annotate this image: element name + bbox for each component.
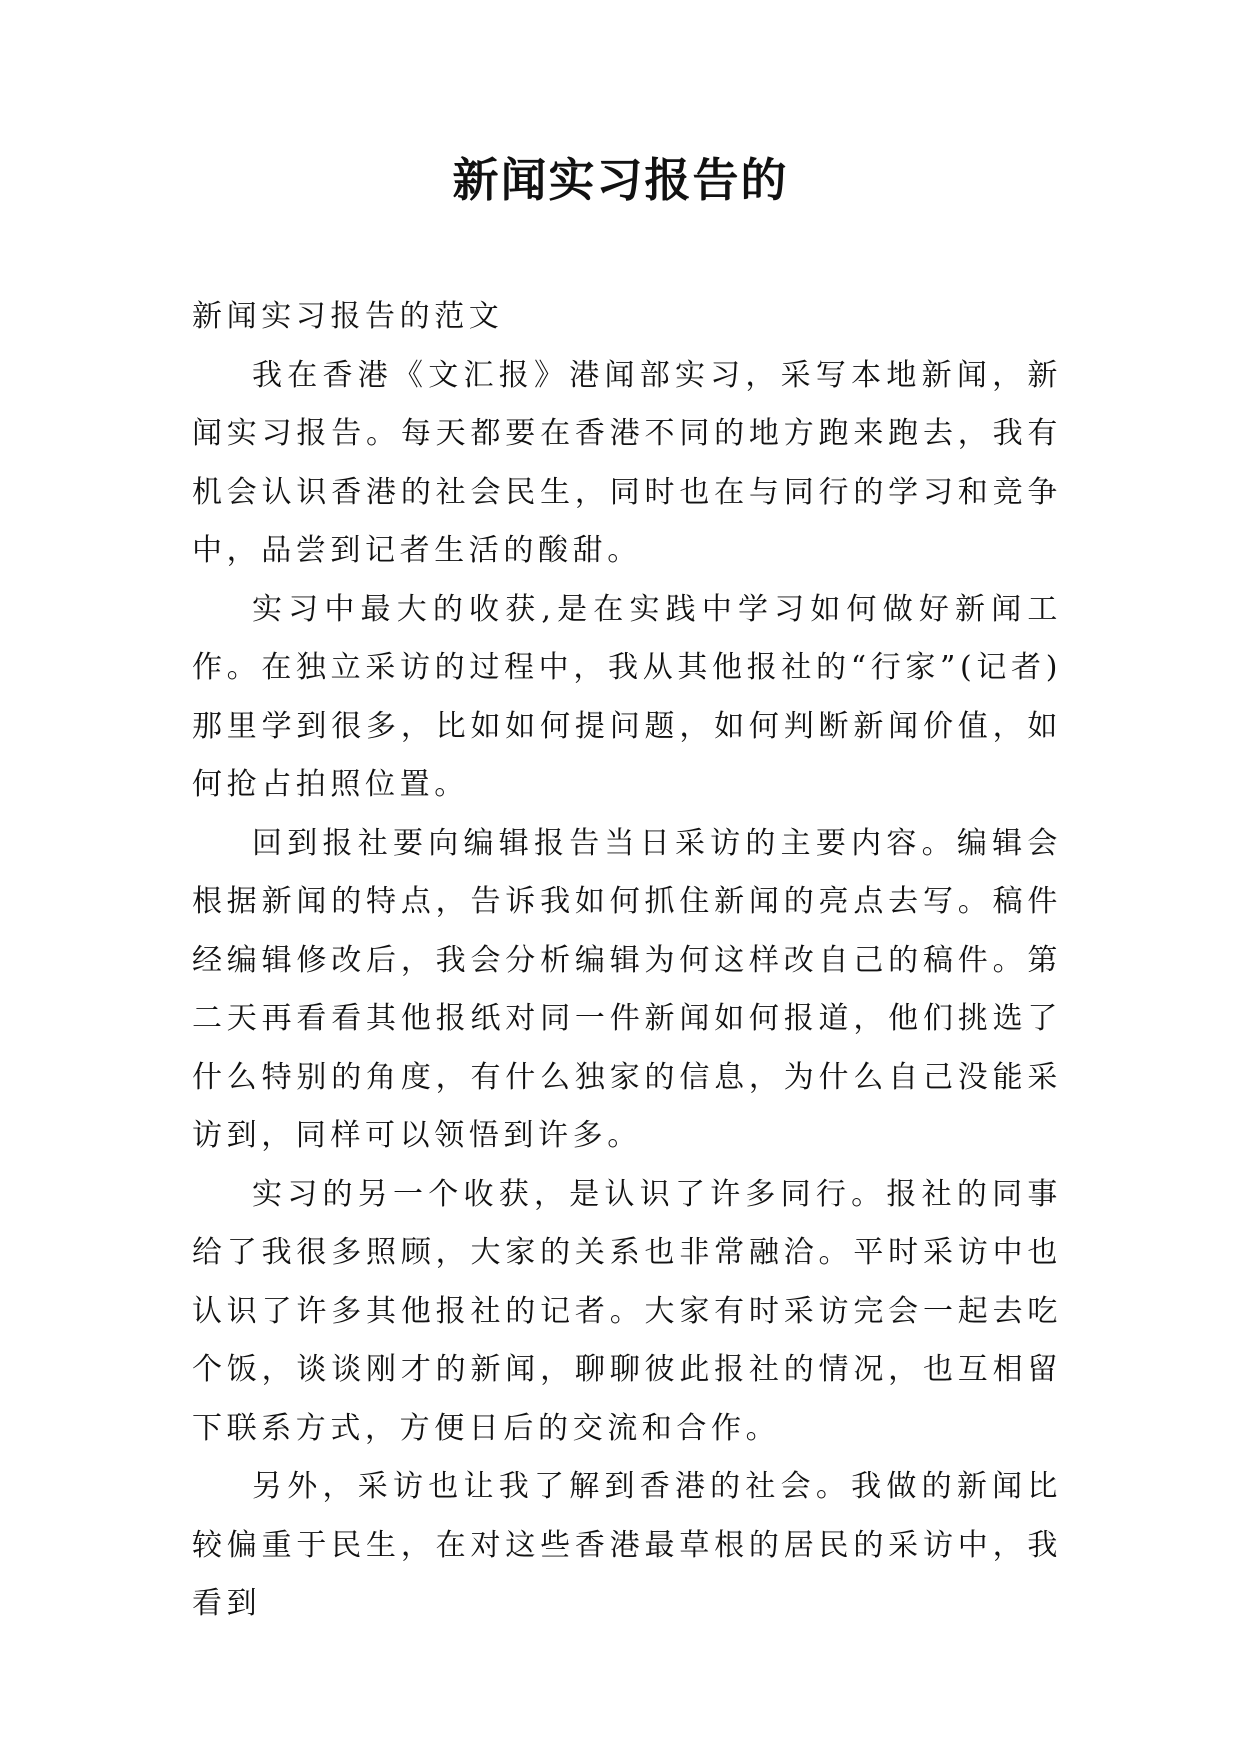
paragraph-2: 实习中最大的收获,是在实践中学习如何做好新闻工作。在独立采访的过程中，我从其他报社的“行家”(记者)那里学到很多，比如如何提问题，如何判断新闻价值，如何抢占拍照位置。	[192, 591, 1062, 802]
document-subtitle: 新闻实习报告的范文	[192, 299, 504, 334]
document-body	[192, 288, 1062, 1634]
paragraph-5: 另外，采访也让我了解到香港的社会。我做的新闻比较偏重于民生，在对这些香港最草根的居民的采访中，我看到	[192, 1469, 1062, 1621]
document-title: 新闻实习报告的	[452, 153, 789, 207]
paragraph-4: 实习的另一个收获，是认识了许多同行。报社的同事给了我很多照顾，大家的关系也非常融洽。平时采访中也认识了许多其他报社的记者。大家有时采访完会一起去吃个饭，谈谈刚才的新闻，聊聊彼此报社的情况，也互相留下联系方式，方便日后的交流和合作。	[192, 1176, 1062, 1446]
paragraph-1: 我在香港《文汇报》港闻部实习，采写本地新闻，新闻实习报告。每天都要在香港不同的地方跑来跑去，我有机会认识香港的社会民生，同时也在与同行的学习和竞争中，品尝到记者生活的酸甜。	[192, 357, 1062, 568]
paragraph-3: 回到报社要向编辑报告当日采访的主要内容。编辑会根据新闻的特点，告诉我如何抓住新闻的亮点去写。稿件经编辑修改后，我会分析编辑为何这样改自己的稿件。第二天再看看其他报纸对同一件新闻如何报道，他们挑选了什么特别的角度，有什么独家的信息，为什么自己没能采访到，同样可以领悟到许多。	[192, 825, 1062, 1153]
